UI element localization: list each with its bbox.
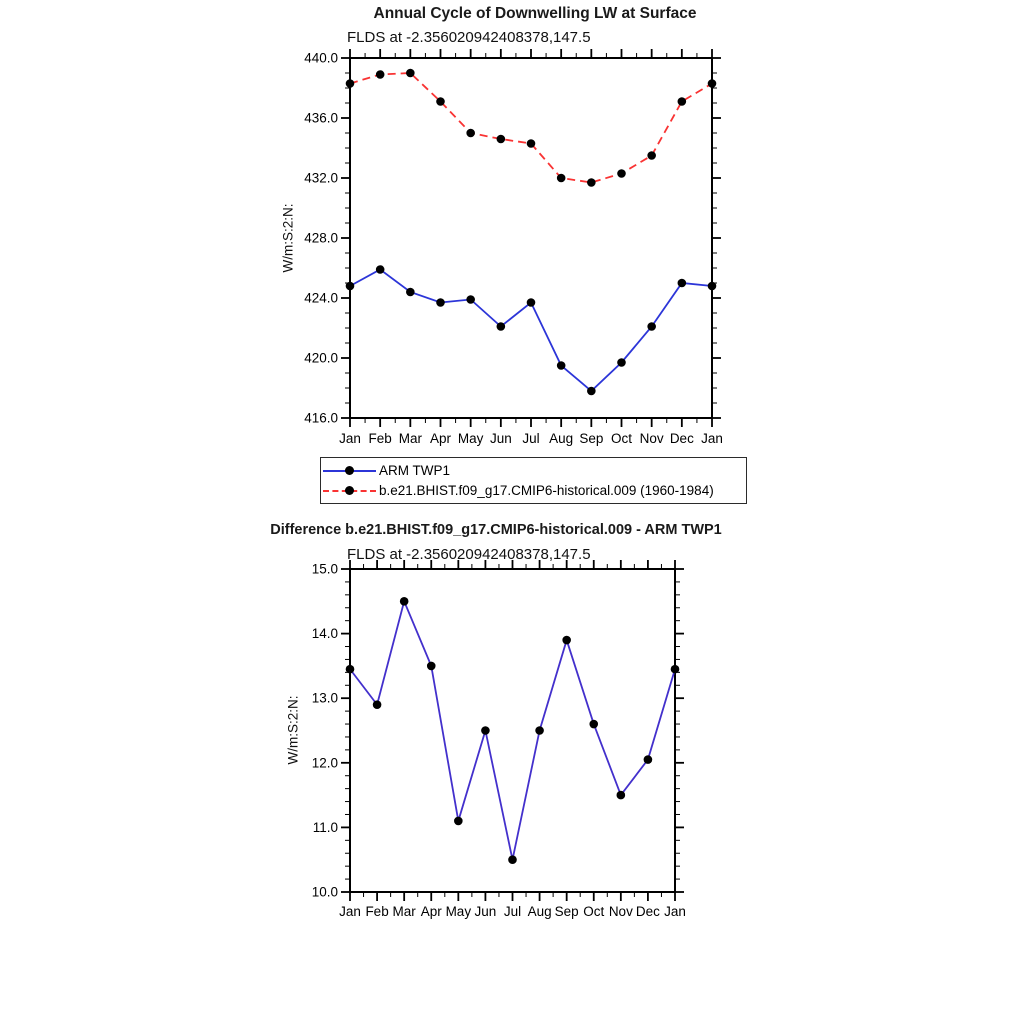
svg-text:May: May: [445, 904, 472, 919]
svg-text:Sep: Sep: [554, 904, 579, 919]
svg-text:10.0: 10.0: [311, 884, 338, 900]
svg-text:12.0: 12.0: [311, 755, 338, 771]
svg-text:Aug: Aug: [549, 431, 574, 446]
svg-text:Apr: Apr: [420, 904, 442, 919]
chart-0-series-0-marker: [678, 279, 687, 288]
svg-text:Sep: Sep: [579, 431, 604, 446]
chart1-title: Annual Cycle of Downwelling LW at Surface: [373, 5, 697, 22]
svg-text:15.0: 15.0: [311, 561, 338, 577]
svg-text:Nov: Nov: [608, 904, 633, 919]
svg-text:436.0: 436.0: [304, 110, 338, 126]
chart-0-series-1-marker: [376, 70, 385, 79]
chart-0-series-0-marker: [376, 265, 385, 274]
svg-text:432.0: 432.0: [304, 170, 338, 186]
chart-0-series-0-line: [350, 270, 712, 392]
chart-0-series-1-marker: [708, 79, 717, 88]
svg-text:424.0: 424.0: [304, 290, 338, 306]
svg-text:Jun: Jun: [474, 904, 497, 919]
svg-text:Oct: Oct: [583, 904, 605, 919]
legend-marker-dot-icon: [345, 486, 354, 495]
chart-1-series-0-line: [350, 601, 675, 859]
chart2-title: Difference b.e21.BHIST.f09_g17.CMIP6-historical.009 - ARM TWP1: [270, 522, 722, 538]
svg-text:420.0: 420.0: [304, 350, 338, 366]
legend-row-arm-twp1: [323, 463, 746, 478]
chart-0-series-1-marker: [527, 139, 536, 148]
chart-0-series-0-marker: [708, 282, 717, 291]
chart-0-series-0-marker: [436, 298, 445, 307]
svg-text:Mar: Mar: [392, 904, 416, 919]
chart-1-series-0-marker: [535, 726, 544, 735]
chart-0-series-0-marker: [466, 295, 475, 304]
chart-0-series-0-marker: [587, 387, 596, 396]
svg-text:Feb: Feb: [368, 431, 392, 446]
chart-1-series-0-marker: [373, 700, 382, 709]
svg-text:428.0: 428.0: [304, 230, 338, 246]
chart-0-series-1-marker: [617, 169, 626, 178]
svg-text:416.0: 416.0: [304, 410, 338, 426]
legend-label-arm-twp1: ARM TWP1: [379, 463, 451, 478]
legend: [320, 457, 747, 504]
svg-text:Jun: Jun: [489, 431, 512, 446]
svg-text:11.0: 11.0: [312, 819, 338, 835]
legend-line-sample-solid: [323, 470, 376, 472]
svg-text:Dec: Dec: [669, 431, 694, 446]
chart-0-series-0-marker: [406, 288, 415, 297]
chart-1-series-0-marker: [671, 665, 680, 674]
chart-1-plot: [312, 560, 686, 919]
chart-1-series-0-marker: [427, 662, 436, 671]
chart2-subtitle: FLDS at -2.356020942408378,147.5: [347, 546, 591, 563]
svg-text:Jan: Jan: [339, 431, 361, 446]
svg-text:Jul: Jul: [503, 904, 522, 919]
chart1-subtitle: FLDS at -2.356020942408378,147.5: [347, 29, 591, 46]
svg-text:Nov: Nov: [639, 431, 664, 446]
chart2-yaxis-label: W/m:S:2:N:: [285, 695, 301, 765]
legend-label-model: b.e21.BHIST.f09_g17.CMIP6-historical.009 (1960-1984): [379, 483, 714, 498]
chart-0-series-0-marker: [647, 322, 656, 331]
chart-0-series-1-marker: [466, 129, 475, 138]
chart-1-series-0-marker: [481, 726, 490, 735]
svg-text:Mar: Mar: [398, 431, 422, 446]
chart-1-series-0-marker: [346, 665, 355, 674]
svg-text:440.0: 440.0: [304, 50, 338, 66]
chart-1-series-0-marker: [589, 720, 598, 729]
chart-0-series-1-marker: [497, 135, 506, 144]
svg-text:Jan: Jan: [701, 431, 723, 446]
chart-0-series-0-marker: [497, 322, 506, 331]
svg-text:Dec: Dec: [635, 904, 660, 919]
chart-0-series-1-marker: [406, 69, 415, 78]
chart-0-series-1-marker: [587, 178, 596, 187]
svg-text:Oct: Oct: [610, 431, 633, 446]
svg-text:14.0: 14.0: [311, 626, 338, 642]
chart-1-series-0-marker: [562, 636, 571, 645]
chart-0-series-1-line: [350, 73, 712, 183]
svg-text:Aug: Aug: [527, 904, 552, 919]
chart-0-series-1-marker: [678, 97, 687, 106]
svg-text:Apr: Apr: [429, 431, 452, 446]
chart-0-series-0-marker: [617, 358, 626, 367]
chart-0-series-0-marker: [527, 298, 536, 307]
legend-marker-dot-icon: [345, 466, 354, 475]
legend-row-model: [323, 483, 746, 498]
chart-0-series-1-marker: [557, 174, 566, 183]
svg-text:Feb: Feb: [365, 904, 389, 919]
chart-1-series-0-marker: [454, 817, 463, 826]
chart-1-series-0-marker: [508, 855, 517, 864]
chart-0-series-1-marker: [346, 79, 355, 88]
svg-text:Jan: Jan: [664, 904, 686, 919]
chart-0-plot: [304, 49, 723, 446]
chart-0-series-0-marker: [346, 282, 355, 291]
chart-0-series-0-marker: [557, 361, 566, 370]
chart-0-series-1-marker: [436, 97, 445, 106]
svg-text:May: May: [457, 431, 484, 446]
svg-text:13.0: 13.0: [311, 690, 338, 706]
chart-1-series-0-marker: [400, 597, 409, 606]
legend-line-sample-dashed: [323, 490, 376, 492]
chart1-yaxis-label: W/m:S:2:N:: [280, 203, 296, 273]
svg-text:Jul: Jul: [522, 431, 540, 446]
chart-0-series-1-marker: [647, 151, 656, 160]
svg-text:Jan: Jan: [339, 904, 361, 919]
chart-1-series-0-marker: [617, 791, 626, 800]
chart-1-series-0-marker: [644, 755, 653, 764]
